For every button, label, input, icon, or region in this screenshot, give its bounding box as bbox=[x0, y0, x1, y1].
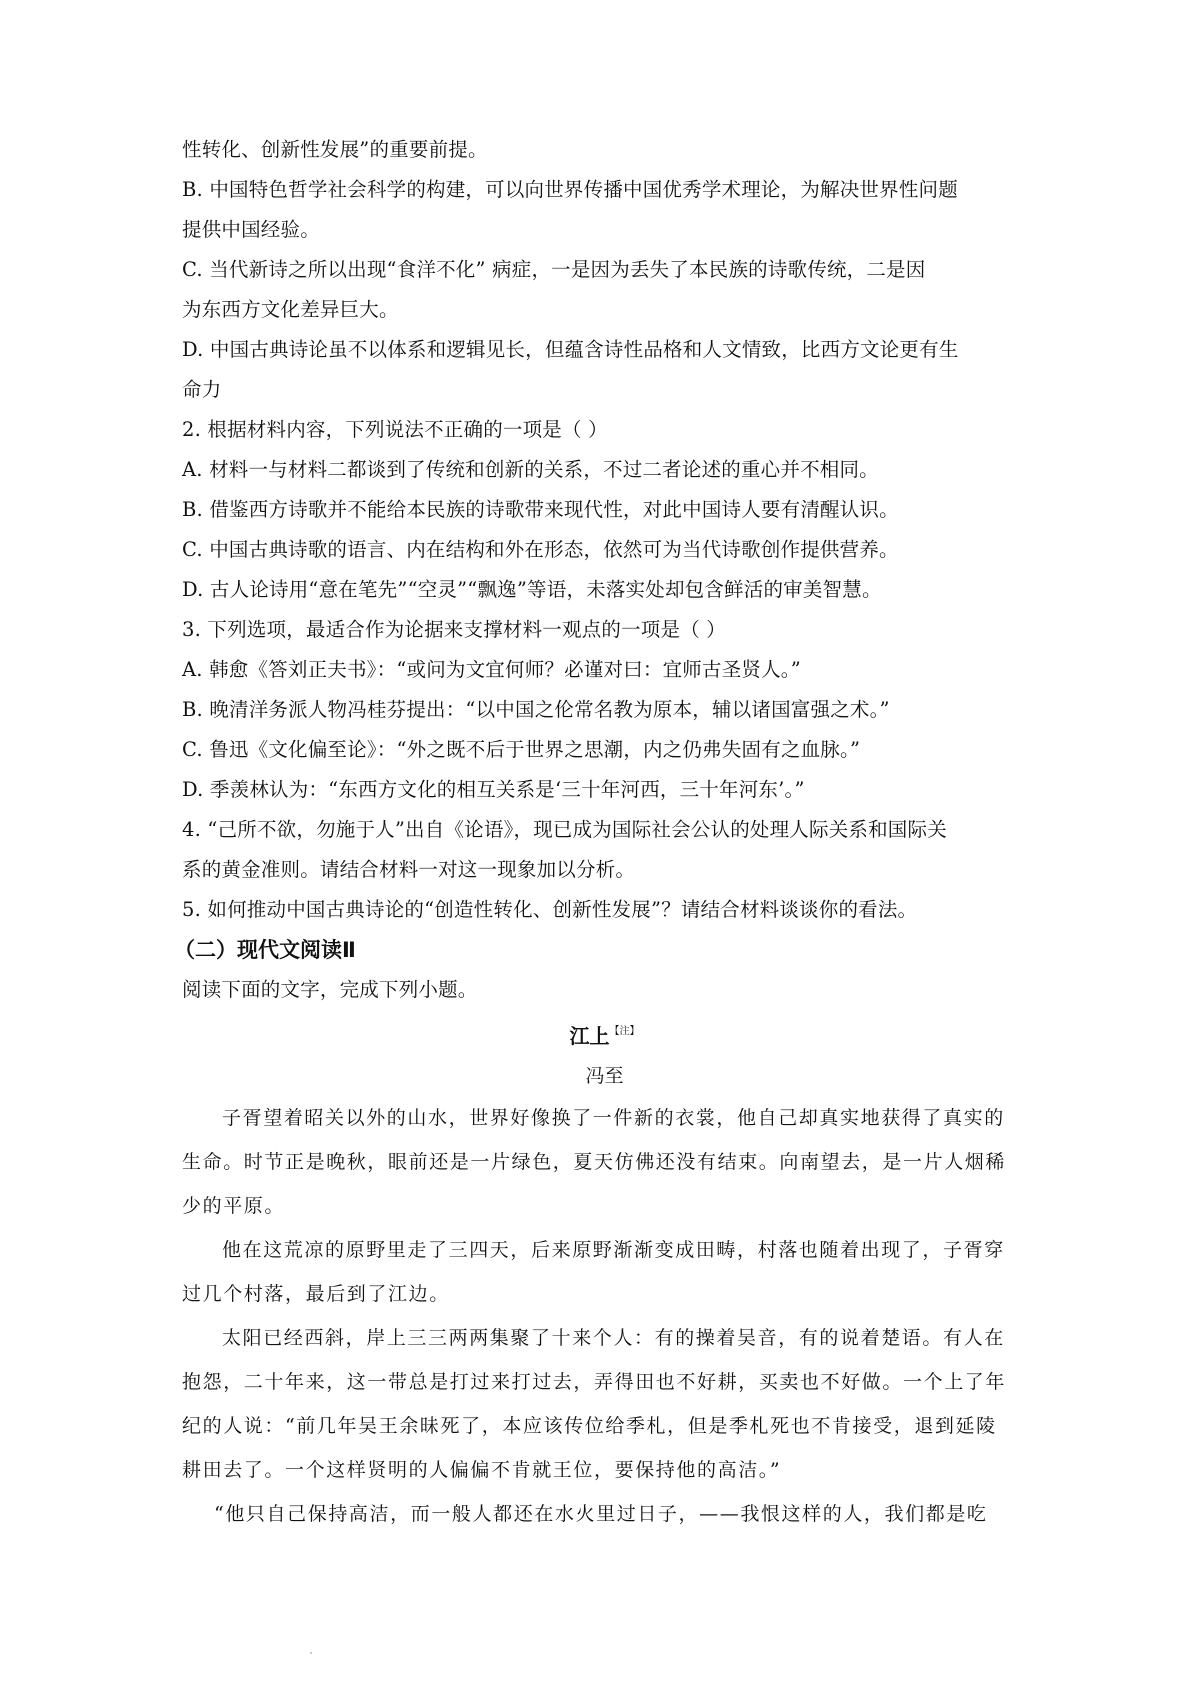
section-heading: （二）现代文阅读Ⅱ bbox=[174, 938, 356, 962]
document-page bbox=[174, 130, 1027, 1536]
story-paragraph-line: 过几个村落，最后到了江边。 bbox=[182, 1283, 450, 1305]
story-paragraph-line: 纪的人说：“前几年吴王余昧死了，本应该传位给季札，但是季札死也不肯接受，退到延陵 bbox=[182, 1415, 997, 1437]
story-paragraph-line: 生命。时节正是晚秋，眼前还是一片绿色，夏天仿佛还没有结束。向南望去，是一片人烟稀 bbox=[182, 1151, 1007, 1173]
reading-instruction: 阅读下面的文字，完成下列小题。 bbox=[182, 978, 478, 1001]
question-3: 3. 下列选项，最适合作为论据来支撑材料一观点的一项是（ ） bbox=[182, 618, 727, 641]
story-paragraph-line: 抱怨，二十年来，这一带总是打过来打过去，弄得田也不好耕，买卖也不好做。一个上了年 bbox=[182, 1371, 1007, 1393]
story-paragraph-line: “他只自己保持高洁，而一般人都还在水火里过日子，——我恨这样的人，我们都是吃 bbox=[214, 1503, 988, 1525]
story-title bbox=[182, 1012, 1027, 1056]
text-line: 性转化、创新性发展”的重要前提。 bbox=[182, 138, 488, 161]
question-text-block bbox=[182, 130, 1027, 930]
story-body bbox=[182, 1096, 1027, 1536]
story-title-text: 江上 bbox=[569, 1024, 610, 1048]
text-line: 命力 bbox=[182, 378, 222, 401]
option-a-line: A. 韩愈《答刘正夫书》：“或问为文宜何师？必谨对曰：宜师古圣贤人。” bbox=[182, 658, 801, 681]
story-paragraph-line: 他在这荒凉的原野里走了三四天，后来原野渐渐变成田畴，村落也随着出现了，子胥穿 bbox=[222, 1239, 1005, 1261]
story-paragraph-line: 耕田去了。一个这样贤明的人偏偏不肯就王位，要保持他的高洁。” bbox=[182, 1459, 782, 1481]
option-d-line: D. 古人论诗用“意在笔先”“空灵”“飘逸”等语，未落实处却包含鲜活的审美智慧。 bbox=[182, 578, 882, 601]
page-mark bbox=[310, 1652, 312, 1654]
question-2: 2. 根据材料内容，下列说法不正确的一项是（ ） bbox=[182, 418, 608, 441]
story-paragraph-line: 太阳已经西斜，岸上三三两两集聚了十来个人：有的操着吴音，有的说着楚语。有人在 bbox=[222, 1327, 1005, 1349]
text-line: 提供中国经验。 bbox=[182, 218, 320, 241]
option-b-line: B. 晚清洋务派人物冯桂芬提出：“以中国之伦常名教为原本，辅以诸国富强之术。” bbox=[182, 698, 890, 721]
text-line: 系的黄金准则。请结合材料一对这一现象加以分析。 bbox=[182, 858, 636, 881]
story-paragraph-line: 少的平原。 bbox=[182, 1195, 286, 1217]
question-4: 4. “己所不欲，勿施于人”出自《论语》，现已成为国际社会公认的处理人际关系和国际关 bbox=[182, 818, 947, 841]
text-line: 为东西方文化差异巨大。 bbox=[182, 298, 399, 321]
story-title-note: 【注】 bbox=[609, 1026, 640, 1037]
story-author: 冯至 bbox=[585, 1065, 624, 1087]
option-b-line: B. 中国特色哲学社会科学的构建，可以向世界传播中国优秀学术理论，为解决世界性问题 bbox=[182, 178, 958, 201]
option-d-line: D. 中国古典诗论虽不以体系和逻辑见长，但蕴含诗性品格和人文情致，比西方文论更有生 bbox=[182, 338, 959, 361]
option-c-line: C. 中国古典诗歌的语言、内在结构和外在形态，依然可为当代诗歌创作提供营养。 bbox=[182, 538, 899, 561]
option-c-line: C. 鲁迅《文化偏至论》：“外之既不后于世界之思潮，内之仍弗失固有之血脉。” bbox=[182, 738, 861, 761]
question-5: 5. 如何推动中国古典诗论的“创造性转化、创新性发展”？请结合材料谈谈你的看法。 bbox=[182, 898, 918, 921]
option-d-line: D. 季羡林认为：“东西方文化的相互关系是‘三十年河西，三十年河东’。” bbox=[182, 778, 805, 801]
option-c-line: C. 当代新诗之所以出现“食洋不化” 病症，一是因为丢失了本民族的诗歌传统，二是因 bbox=[182, 258, 926, 281]
option-b-line: B. 借鉴西方诗歌并不能给本民族的诗歌带来现代性，对此中国诗人要有清醒认识。 bbox=[182, 498, 899, 521]
story-paragraph-line: 子胥望着昭关以外的山水，世界好像换了一件新的衣裳，他自己却真实地获得了真实的 bbox=[222, 1107, 1005, 1129]
option-a-line: A. 材料一与材料二都谈到了传统和创新的关系，不过二者论述的重心并不相同。 bbox=[182, 458, 879, 481]
